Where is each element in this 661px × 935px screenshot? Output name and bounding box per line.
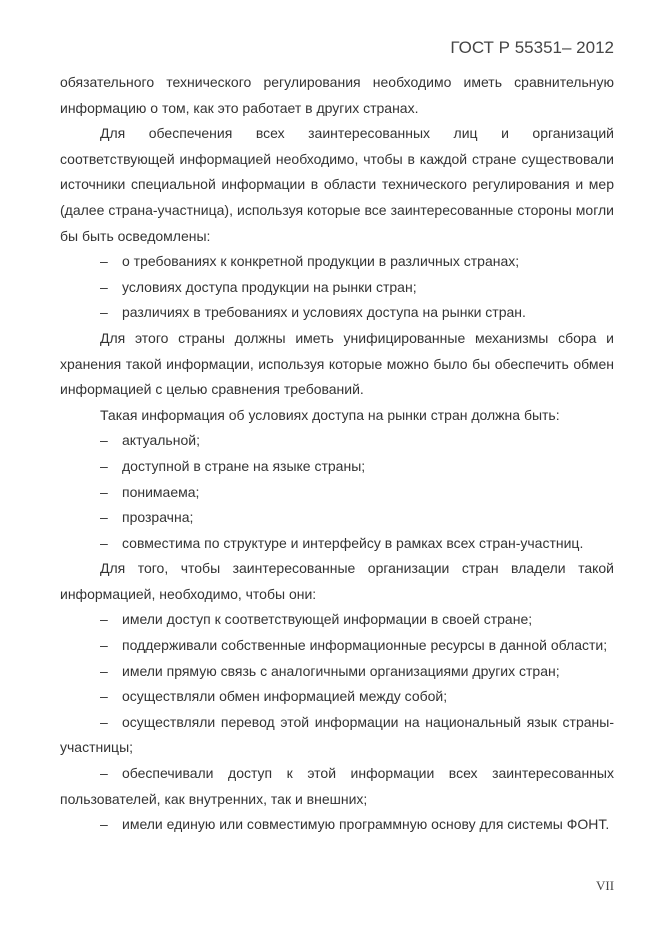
page-number: VII xyxy=(596,878,615,893)
dash-bullet-icon: – xyxy=(100,662,108,679)
bullet-item xyxy=(60,428,614,454)
bullet-item xyxy=(60,454,614,480)
dash-bullet-icon: – xyxy=(100,483,108,500)
paragraph-text: Такая информация об условиях доступа на рынки стран должна быть: xyxy=(100,406,560,423)
bullet-text: различиях в требованиях и условиях доступа на рынки стран. xyxy=(122,304,526,321)
paragraph-text: Для этого страны должны иметь унифицированные механизмы сбора и хранения такой информации, используя которые можно было бы обеспечить обмен информацией с целью сравнения требований. xyxy=(60,329,614,398)
bullet-item xyxy=(60,505,614,531)
bullet-text: условиях доступа продукции на рынки стран; xyxy=(122,278,417,295)
dash-bullet-icon: – xyxy=(100,457,108,474)
bullet-item xyxy=(60,761,614,812)
paragraph xyxy=(60,121,614,249)
dash-bullet-icon: – xyxy=(100,534,108,551)
bullet-text: осуществляли обмен информацией между собой; xyxy=(122,688,448,705)
paragraph xyxy=(60,326,614,403)
dash-bullet-icon: – xyxy=(100,432,108,449)
bullet-item xyxy=(60,275,614,301)
bullet-item xyxy=(60,300,614,326)
dash-bullet-icon: – xyxy=(100,816,108,833)
bullet-text: обеспечивали доступ к этой информации всех заинтересованных пользователей, как внутренних, так и внешних; xyxy=(60,765,614,807)
dash-bullet-icon: – xyxy=(100,509,108,526)
bullet-text: поддерживали собственные информационные ресурсы в данной области; xyxy=(122,637,608,654)
bullet-text: понимаема; xyxy=(122,483,200,500)
bullet-item xyxy=(60,607,614,633)
paragraph xyxy=(60,70,614,121)
bullet-item xyxy=(60,249,614,275)
bullet-text: осуществляли перевод этой информации на национальный язык страны-участницы; xyxy=(60,713,614,756)
bullet-text: о требованиях к конкретной продукции в различных странах; xyxy=(122,253,520,270)
paragraph-text: Для обеспечения всех заинтересованных лиц и организаций соответствующей информацией необходимо, чтобы в каждой стране существовали источники специальной информации в области технического регулирования и мер (далее страна-участница), используя которые все заинтересованные стороны могли бы быть осведомлены: xyxy=(60,125,614,244)
dash-bullet-icon: – xyxy=(100,688,108,705)
bullet-text: актуальной; xyxy=(122,432,200,449)
bullet-item xyxy=(60,684,614,710)
paragraph-text: обязательного технического регулирования необходимо иметь сравнительную информацию о том, как это работает в других странах. xyxy=(60,74,614,116)
dash-bullet-icon: – xyxy=(100,253,108,270)
paragraph-text: Для того, чтобы заинтересованные организации стран владели такой информацией, необходимо, чтобы они: xyxy=(60,560,614,602)
bullet-item xyxy=(60,531,614,557)
paragraph xyxy=(60,556,614,607)
bullet-text: доступной в стране на языке страны; xyxy=(122,457,366,474)
dash-bullet-icon: – xyxy=(100,278,108,295)
bullet-item xyxy=(60,710,614,761)
bullet-item xyxy=(60,659,614,685)
bullet-item xyxy=(60,812,614,838)
document-header: ГОСТ Р 55351– 2012 xyxy=(450,38,614,57)
bullet-text: прозрачна; xyxy=(122,509,194,526)
bullet-item xyxy=(60,480,614,506)
document-body xyxy=(60,70,614,838)
bullet-text: имели доступ к соответствующей информации в своей стране; xyxy=(122,611,533,628)
bullet-text: имели прямую связь с аналогичными организациями других стран; xyxy=(122,662,560,679)
dash-bullet-icon: – xyxy=(100,611,108,628)
bullet-text: имели единую или совместимую программную основу для системы ФОНТ. xyxy=(122,816,610,833)
dash-bullet-icon: – xyxy=(100,765,108,782)
bullet-text: совместима по структуре и интерфейсу в рамках всех стран-участниц. xyxy=(122,534,584,551)
paragraph xyxy=(60,403,614,429)
dash-bullet-icon: – xyxy=(100,304,108,321)
dash-bullet-icon: – xyxy=(100,713,108,730)
bullet-item xyxy=(60,633,614,659)
dash-bullet-icon: – xyxy=(100,637,108,654)
